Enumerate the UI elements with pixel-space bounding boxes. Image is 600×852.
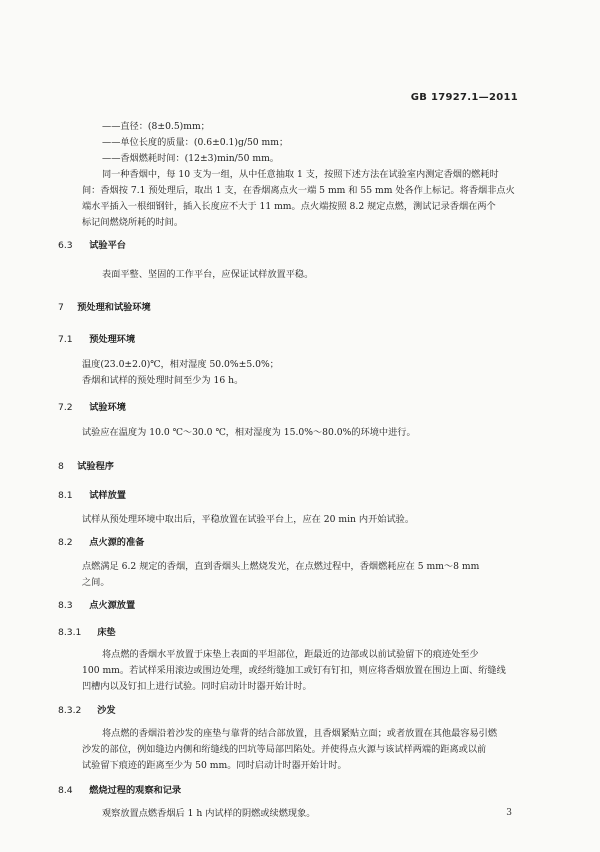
dash-line-burn-time: ——香烟燃耗时间：(12±3)min/50 mm。 (102, 153, 279, 164)
paragraph-line: 同一种香烟中，每 10 支为一组，从中任意抽取 1 支，按照下述方法在试验室内测定香烟的燃耗时 (102, 169, 499, 180)
paragraph-line: 间：香烟按 7.1 预处理后，取出 1 支，在香烟离点火一端 5 mm 和 55 mm 处各作上标记。将香烟非点火 (82, 185, 515, 196)
section-number: 8 (58, 461, 64, 472)
paragraph-line: 点燃满足 6.2 规定的香烟，直到香烟头上燃烧发光，在点燃过程中，香烟燃耗应在 5 mm～8 mm (82, 561, 480, 572)
section-number: 7.2 (58, 402, 73, 413)
section-title: 试验平台 (89, 240, 126, 251)
standard-code: GB 17927.1—2011 (410, 92, 518, 103)
paragraph-line: 试验应在温度为 10.0 ℃～30.0 ℃，相对湿度为 15.0%～80.0%的环境中进行。 (82, 427, 416, 438)
paragraph-line: 试样从预处理环境中取出后，平稳放置在试验平台上，应在 20 min 内开始试验。 (82, 514, 415, 525)
paragraph-line: 之间。 (82, 577, 110, 588)
section-number: 8.3 (58, 600, 73, 611)
paragraph-line: 表面平整、坚固的工作平台，应保证试样放置平稳。 (102, 269, 314, 280)
section-number: 8.2 (58, 537, 73, 548)
section-title: 试验程序 (77, 461, 114, 472)
paragraph-line: 香烟和试样的预处理时间至少为 16 h。 (82, 375, 244, 386)
paragraph-line: 将点燃的香烟沿着沙发的座垫与靠背的结合部放置，且香烟紧贴立面；或者放置在其他最容易引燃 (102, 728, 498, 739)
section-heading-7-1 (58, 334, 135, 346)
section-heading-8-3 (58, 600, 135, 612)
section-heading-7-2 (58, 402, 126, 414)
section-number: 8.3.2 (58, 705, 82, 716)
paragraph-line: 沙发的部位，例如缝边内侧和绗缝线的凹坑等局部凹陷处。并使得点火源与该试样两端的距离或以前 (82, 744, 487, 755)
section-number: 6.3 (58, 240, 73, 251)
paragraph-line: 将点燃的香烟水平放置于床垫上表面的平坦部位，距最近的边部或以前试验留下的痕迹处至少 (102, 649, 479, 660)
paragraph-line: 100 mm。若试样采用滚边或围边处理，或经绗缝加工或钉有钉扣，则应将香烟放置在围边上面、绗缝线 (82, 665, 506, 676)
section-heading-7 (58, 302, 151, 314)
section-title: 点火源的准备 (89, 537, 145, 548)
section-number: 8.3.1 (58, 627, 82, 638)
section-heading-8-4 (58, 785, 181, 797)
section-number: 7.1 (58, 334, 73, 345)
section-heading-8-1 (58, 490, 126, 502)
section-title: 沙发 (97, 705, 116, 716)
section-heading-6-3 (58, 240, 126, 252)
section-heading-8-3-2 (58, 705, 116, 717)
section-title: 预处理和试验环境 (77, 302, 151, 313)
section-number: 8.4 (58, 785, 73, 796)
section-title: 点火源放置 (89, 600, 136, 611)
section-heading-8-3-1 (58, 627, 116, 639)
paragraph-line: 观察放置点燃香烟后 1 h 内试样的阴燃或续燃现象。 (102, 808, 316, 819)
section-number: 8.1 (58, 490, 73, 501)
paragraph-line: 凹槽内以及钉扣上进行试验。同时启动计时器开始计时。 (82, 681, 312, 692)
section-heading-8 (58, 461, 114, 473)
section-heading-8-2 (58, 537, 144, 549)
paragraph-line: 标记间燃烧所耗的时间。 (82, 217, 184, 228)
page-number: 3 (506, 808, 512, 818)
section-title: 预处理环境 (89, 334, 136, 345)
dash-line-mass: ——单位长度的质量：(0.6±0.1)g/50 mm； (102, 137, 289, 148)
section-title: 燃烧过程的观察和记录 (89, 785, 182, 796)
paragraph-line: 试验留下痕迹的距离至少为 50 mm。同时启动计时器开始计时。 (82, 760, 347, 771)
section-title: 试样放置 (89, 490, 126, 501)
dash-line-diameter: ——直径：(8±0.5)mm； (102, 121, 210, 132)
paragraph-line: 端水平插入一根细钢针，插入长度应不大于 11 mm。点火端按照 8.2 规定点燃，测试记录香烟在两个 (82, 201, 496, 212)
paragraph-line: 温度(23.0±2.0)℃，相对湿度 50.0%±5.0%； (82, 359, 279, 370)
section-title: 床垫 (97, 627, 116, 638)
section-title: 试验环境 (89, 402, 126, 413)
section-number: 7 (58, 302, 64, 313)
